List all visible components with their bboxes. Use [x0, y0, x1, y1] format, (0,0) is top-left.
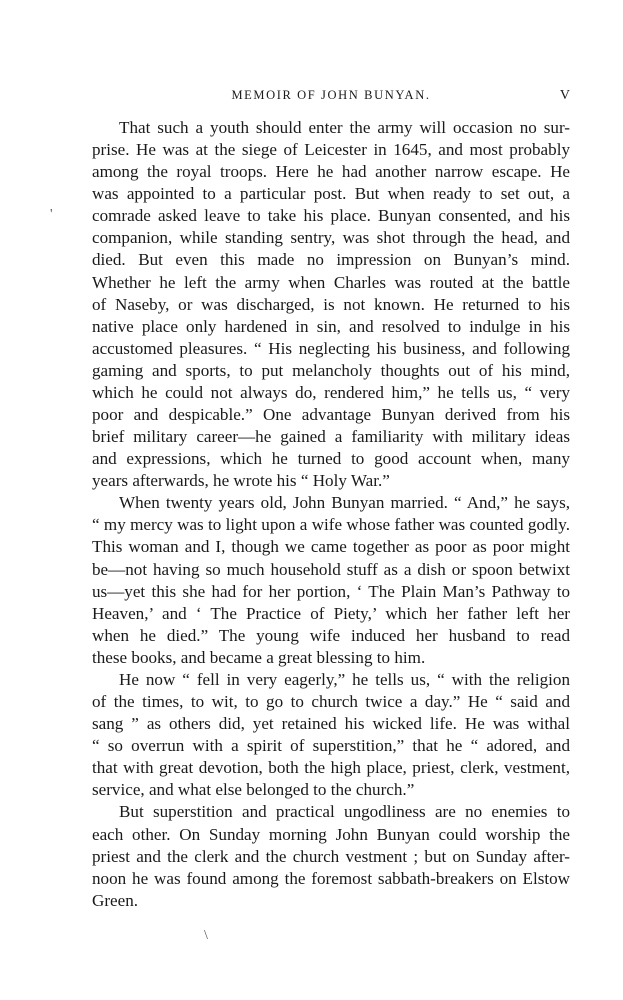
text-line: That such a youth should enter the army will occasion no sur-: [119, 118, 570, 137]
text-line: priest and the clerk and the church vestment ; but on Sunday after-: [92, 846, 570, 866]
text-line: which he could not always do, rendered him,” he tells us, “ very: [92, 382, 570, 402]
text-line: these books, and became a great blessing to him.: [92, 647, 426, 667]
text-line: and expressions, which he turned to good account when, many: [92, 449, 570, 469]
text-line: sang ” as others did, yet retained his wicked life. He was withal: [92, 714, 570, 734]
text-line: when he died.” The young wife induced her husband to read: [92, 625, 570, 645]
text-line: service, and what else belonged to the church.”: [92, 780, 415, 800]
text-line: poor and despicable.” One advantage Bunyan derived from his: [92, 405, 570, 425]
text-line: years afterwards, he wrote his “ Holy War.”: [92, 471, 390, 491]
text-line: each other. On Sunday morning John Bunyan could worship the: [92, 824, 570, 844]
text-line: companion, while standing sentry, was shot through the head, and: [92, 228, 570, 248]
text-line: be—not having so much household stuff as a dish or spoon betwixt: [92, 559, 570, 579]
text-line: died. But even this made no impression on Bunyan’s mind.: [92, 250, 570, 270]
text-line: He now “ fell in very eagerly,” he tells us, “ with the religion: [119, 669, 570, 689]
text-line: When twenty years old, John Bunyan married. “ And,” he says,: [119, 493, 570, 513]
paragraph: [92, 669, 570, 801]
text-line: This woman and I, though we came together as poor as poor might: [92, 537, 570, 557]
paragraph: [92, 801, 570, 911]
text-line: “ my mercy was to light upon a wife whose father was counted godly.: [92, 515, 570, 535]
text-line: gaming and sports, to put melancholy thoughts out of his mind,: [92, 360, 570, 380]
page-number: V: [559, 88, 570, 103]
paragraph: [92, 117, 570, 492]
text-line: of the times, to wit, to go to church twice a day.” He “ said and: [92, 692, 570, 712]
running-head: [92, 88, 570, 108]
text-line: noon he was found among the foremost sabbath-breakers on Elstow: [92, 868, 570, 888]
stray-mark: ': [50, 207, 53, 222]
paragraph: [92, 492, 570, 669]
text-line: “ so overrun with a spirit of superstition,” that he “ adored, and: [92, 736, 570, 756]
text-line: prise. He was at the siege of Leicester in 1645, and most probably: [92, 140, 570, 160]
text-line: Whether he left the army when Charles was routed at the battle: [92, 272, 570, 292]
stray-mark: \: [204, 928, 208, 943]
text-line: comrade asked leave to take his place. Bunyan consented, and his: [92, 206, 570, 226]
text-line: of Naseby, or was discharged, is not known. He returned to his: [92, 294, 570, 314]
text-line: us—yet this she had for her portion, ‘ The Plain Man’s Pathway to: [92, 581, 570, 601]
text-line: But superstition and practical ungodliness are no enemies to: [119, 802, 570, 822]
text-line: was appointed to a particular post. But when ready to set out, a: [92, 184, 570, 204]
text-line: that with great devotion, both the high place, priest, clerk, vestment,: [92, 758, 570, 778]
running-title: MEMOIR OF JOHN BUNYAN.: [231, 88, 431, 102]
text-line: native place only hardened in sin, and resolved to indulge in his: [92, 316, 570, 336]
text-line: Green.: [92, 890, 139, 910]
text-line: Heaven,’ and ‘ The Practice of Piety,’ which her father left her: [92, 603, 570, 623]
text-line: accustomed pleasures. “ His neglecting his business, and following: [92, 338, 570, 358]
body-text: [92, 117, 570, 912]
text-line: among the royal troops. Here he had another narrow escape. He: [92, 162, 570, 182]
text-line: brief military career—he gained a familiarity with military ideas: [92, 427, 570, 447]
